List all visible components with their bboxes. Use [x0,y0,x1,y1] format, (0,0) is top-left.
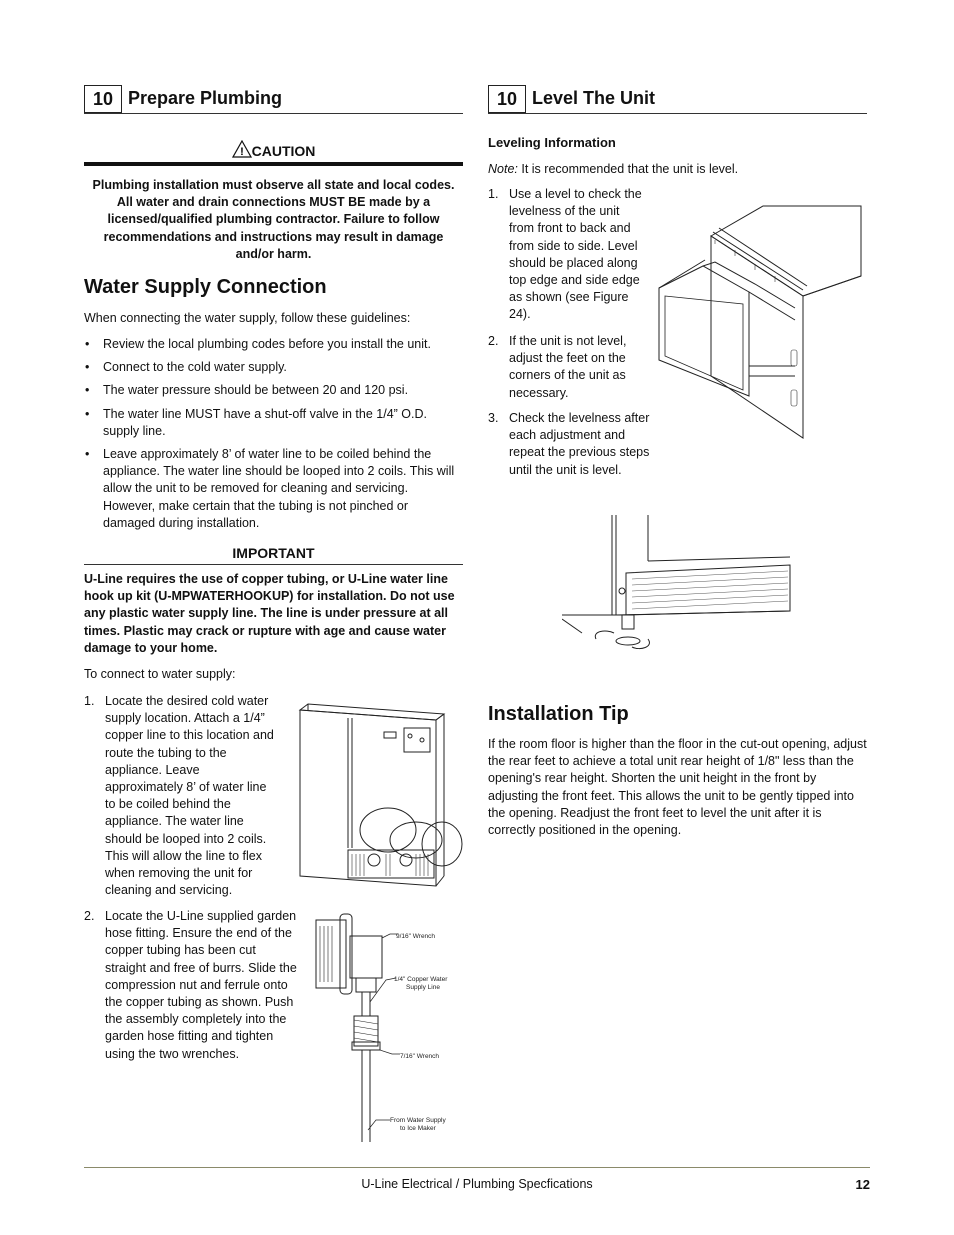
water-supply-heading: Water Supply Connection [84,276,327,298]
caution-heading [84,140,463,162]
installation-tip-text: If the room floor is higher than the floor in the cut-out opening, adjust the rear feet to achieve a total unit rear height of 1/8" less than the opening's rear height. Shorten the unit height in the front by adjusting the front feet. This allows the unit to be gently tipped into the opening. Readjust the front feet to level the unit after it is correctly positioned in the opening. [488,737,867,838]
important-rule [84,564,463,565]
label-wrench-916: 9/16" Wrench [396,933,436,940]
step-number: 1. [488,187,499,201]
leveling-note [488,161,738,178]
note-text: It is recommended that the unit is level. [517,162,739,176]
step-2 [84,908,299,1068]
caution-label: CAUTION [251,143,316,159]
leveling-foot-illustration [562,515,792,655]
step-text: Use a level to check the levelness of the unit from front to back and from side to side. Level should be placed along top edge and side edge as shown (see Figure 24). [509,187,642,322]
section-title: Prepare Plumbing [128,88,283,108]
unit-leveling-illustration [655,200,865,440]
level-step-1 [488,186,648,326]
label-copper-line-2: Supply Line [406,984,440,991]
guideline-item: • Connect to the cold water supply. [84,359,456,376]
installation-tip-heading: Installation Tip [488,703,629,725]
guideline-item: • The water pressure should be between 20 and 120 psi. [84,382,456,399]
caution-rule [84,162,463,166]
label-from-supply-2: to Ice Maker [400,1125,436,1132]
guidelines-list [84,336,456,538]
hose-fitting-illustration [310,912,470,1148]
footer-text: U-Line Electrical / Plumbing Specfications [361,1177,593,1191]
connect-intro: To connect to water supply: [84,667,236,681]
step-text: Locate the U-Line supplied garden hose fitting. Ensure the end of the copper tubing has been cut straight and free of burrs. Slide the compression nut and ferrule onto the copper tubing as shown. Push the assembly completely into the garden hose fitting and tighten using the two wrenches. [105,909,297,1061]
level-step-2 [488,333,648,403]
guideline-item: • The water line MUST have a shut-off valve in the 1/4” O.D. supply line. [84,406,456,440]
section-header-level-unit [488,85,867,114]
step-text: Locate the desired cold water supply location. Attach a 1/4” copper line to this location and route the tubing to the appliance. Leave approximately 8’ of water line to be coiled behind the appliance. The water line should be looped into 2 coils. This will allow the line to flex when removing the unit for cleaning and servicing. [105,694,274,898]
guideline-item: • Review the local plumbing codes before you install the unit. [84,336,456,353]
section-number: 10 [84,85,122,113]
warning-triangle-icon [232,140,252,158]
ice-maker-back-illustration [296,700,468,888]
step-text: If the unit is not level, adjust the feet on the corners of the unit as necessary. [509,334,627,400]
caution-text: Plumbing installation must observe all state and local codes. All water and drain connections MUST BE made by a licensed/qualified plumbing contractor. Failure to follow recommendations and instructions may result in damage and/or harm. [92,178,455,261]
label-wrench-716: 7/16" Wrench [400,1053,440,1060]
label-from-supply-1: From Water Supply [390,1117,446,1124]
footer-rule [84,1167,870,1168]
svg-text:!: ! [239,146,244,158]
label-copper-line-1: 1/4" Copper Water [394,976,448,983]
level-step-3 [488,410,663,480]
guideline-item: • Leave approximately 8’ of water line to be coiled behind the appliance. The water line should be looped into 2 coils. This will allow the unit to be removed for cleaning and servicing. However, make certain that the tubing is not pinched or damaged during installation. [84,446,456,532]
important-text: U-Line requires the use of copper tubing, or U-Line water line hook up kit (U-MPWATERHOOKUP) for installation. Do not use any plastic water supply line. The line is under pressure at all times. Plastic may crack or rupture with age and cause water damage to your home. [84,572,455,655]
section-number: 10 [488,85,526,113]
note-label: Note: [488,162,518,176]
water-supply-intro: When connecting the water supply, follow these guidelines: [84,311,411,325]
section-title: Level The Unit [532,88,656,108]
step-number: 1. [84,694,95,708]
step-text: Check the levelness after each adjustment and repeat the previous steps until the unit is level. [509,411,650,477]
important-heading: IMPORTANT [232,545,315,561]
step-number: 3. [488,411,499,425]
section-header-prepare-plumbing [84,85,463,114]
leveling-heading: Leveling Information [488,135,616,150]
step-1 [84,693,279,898]
page-number: 12 [855,1177,870,1192]
step-number: 2. [488,334,499,348]
step-number: 2. [84,909,95,923]
